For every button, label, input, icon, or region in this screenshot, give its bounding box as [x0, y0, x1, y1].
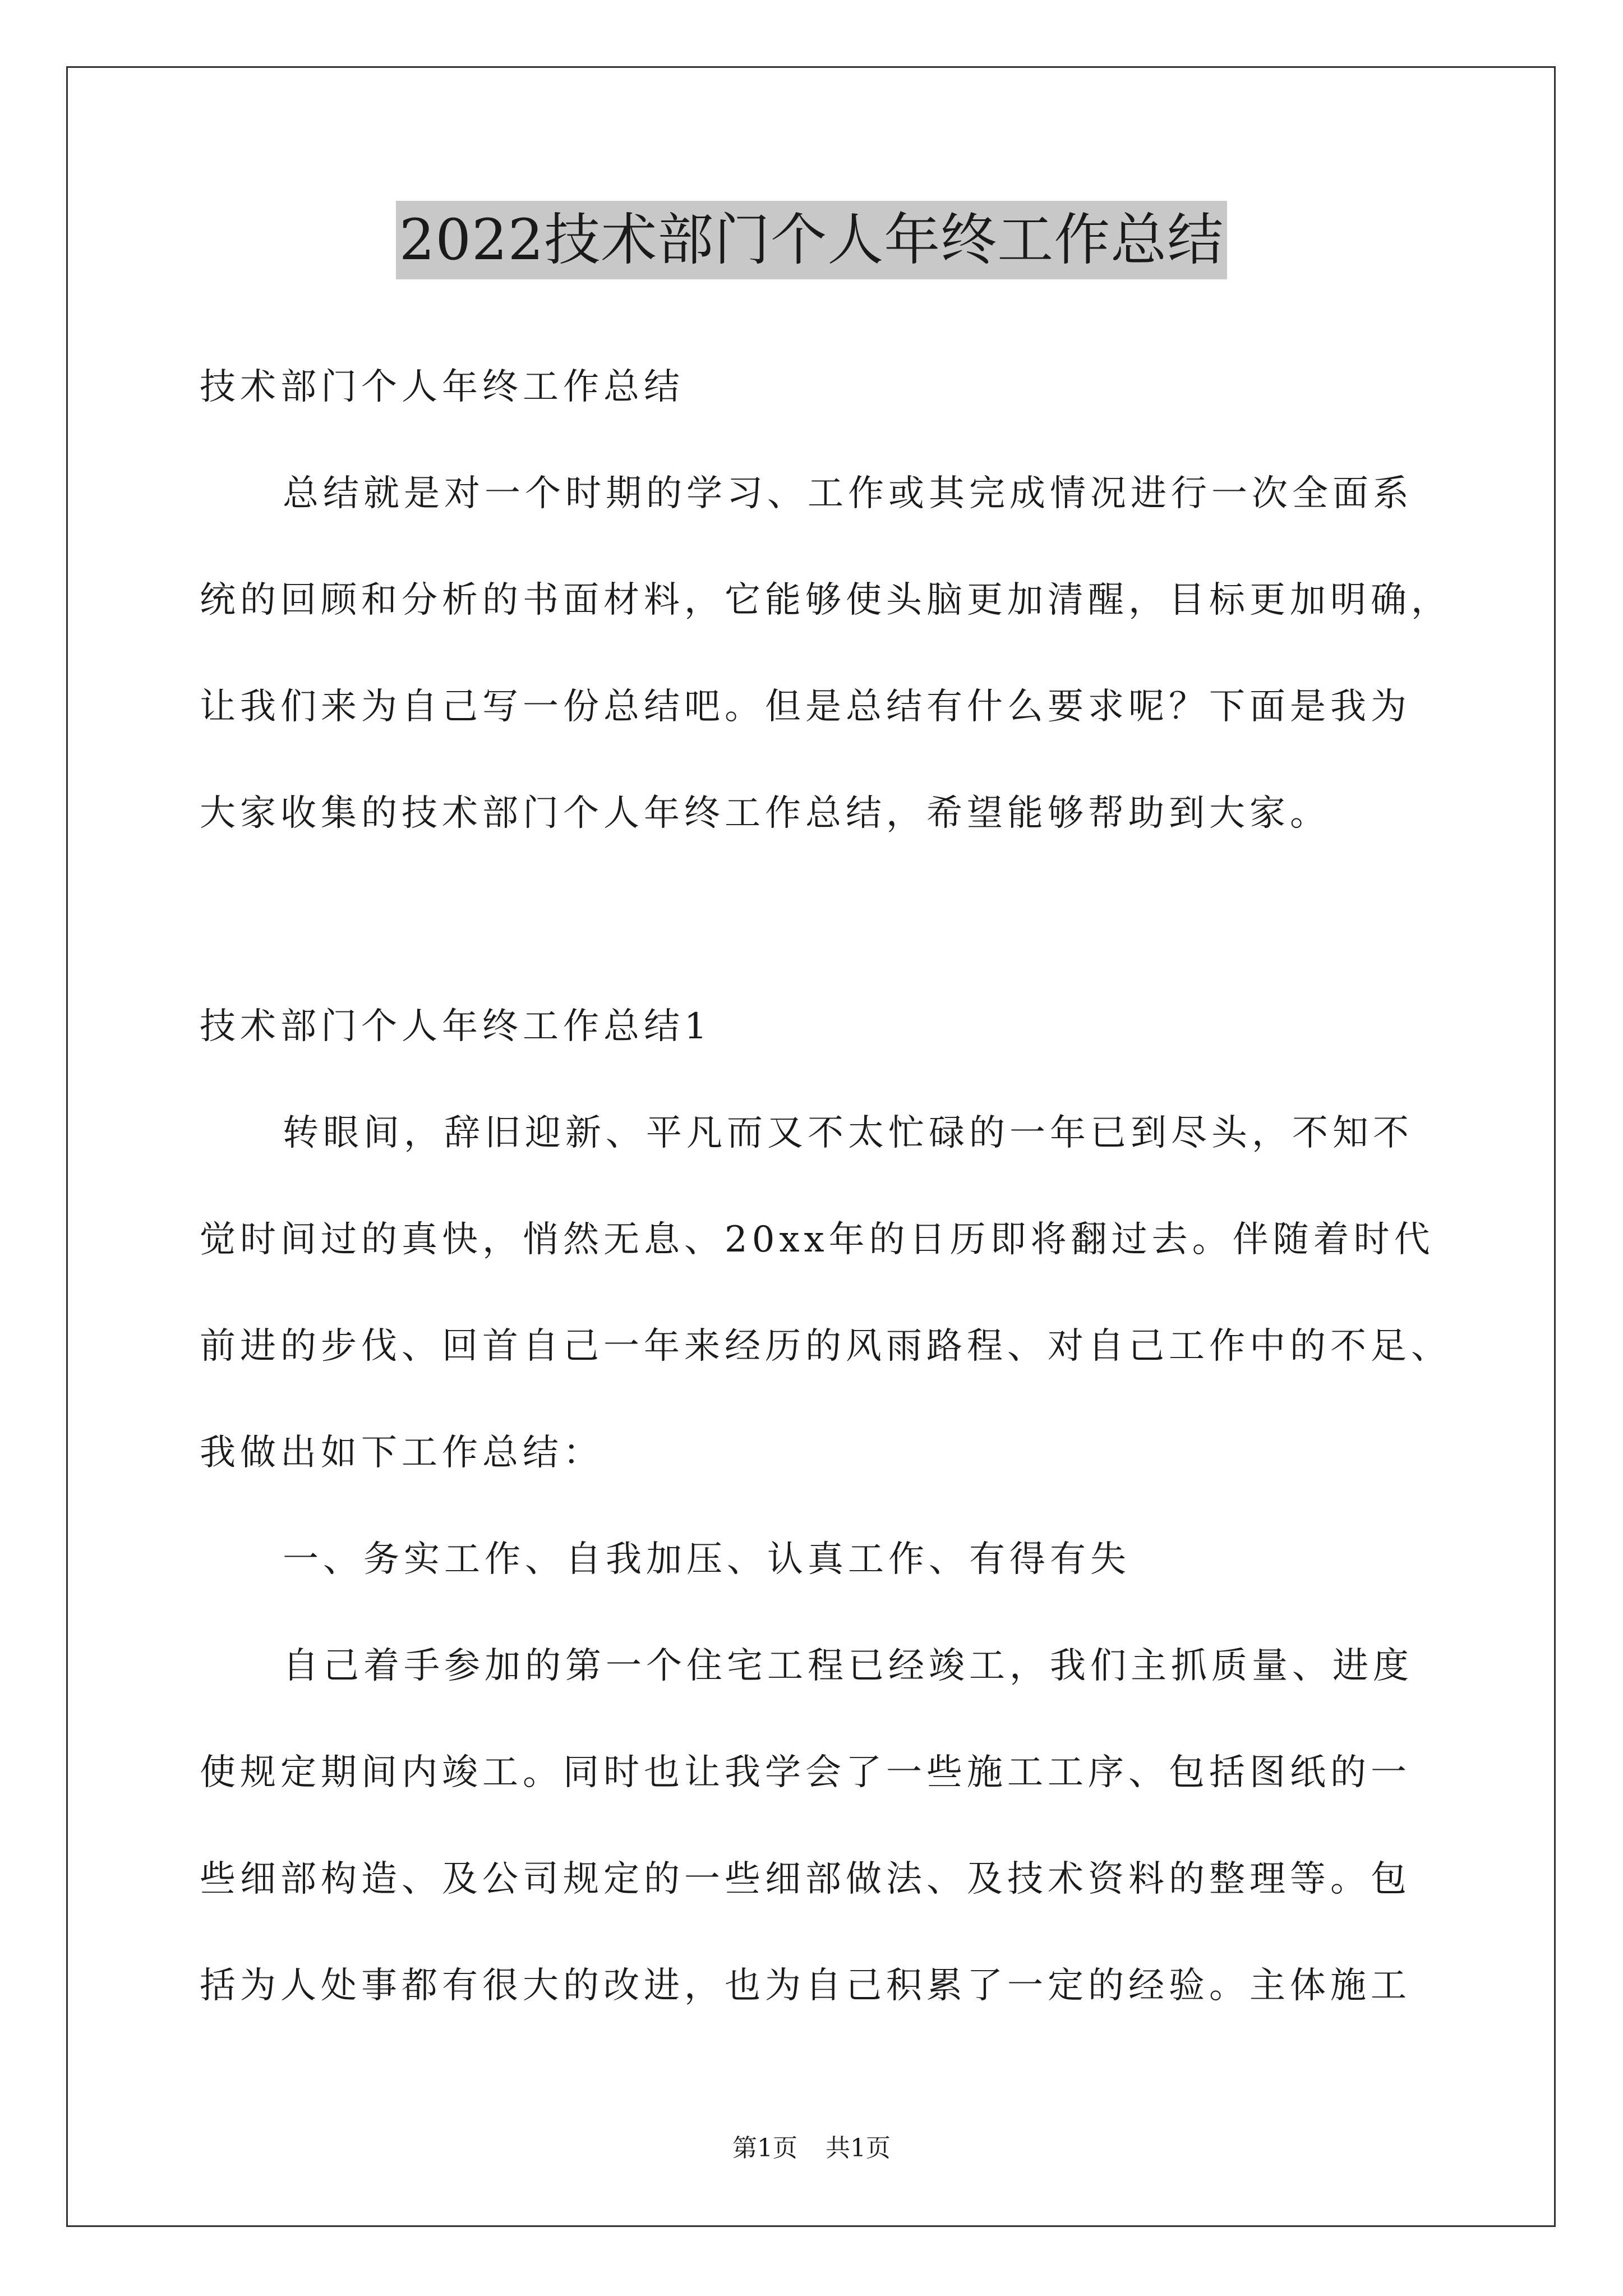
paragraph-line: 让我们来为自己写一份总结吧。但是总结有什么要求呢？下面是我为	[200, 686, 1411, 728]
paragraph-line: 统的回顾和分析的书面材料，它能够使头脑更加清醒，目标更加明确，	[200, 579, 1451, 621]
paragraph-line: 使规定期间内竣工。同时也让我学会了一些施工工序、包括图纸的一	[200, 1752, 1411, 1793]
paragraph-gap	[200, 867, 1467, 973]
section-heading: 技术部门个人年终工作总结	[200, 366, 684, 408]
paragraph-line: 括为人处事都有很大的改进，也为自己积累了一定的经验。主体施工	[200, 1965, 1411, 2007]
page-number: 第1页	[732, 2134, 797, 2162]
paragraph-line: 觉时间过的真快，悄然无息、20xx年的日历即将翻过去。伴随着时代	[200, 1219, 1435, 1260]
section-heading: 技术部门个人年终工作总结1	[200, 1006, 712, 1047]
document-body	[200, 334, 1467, 2039]
page-total: 共1页	[826, 2134, 891, 2162]
paragraph-line: 自己着手参加的第一个住宅工程已经竣工，我们主抓质量、进度	[283, 1645, 1413, 1687]
paragraph-line: 转眼间，辞旧迎新、平凡而又不太忙碌的一年已到尽头，不知不	[283, 1112, 1413, 1154]
paragraph-line: 前进的步伐、回首自己一年来经历的风雨路程、对自己工作中的不足、	[200, 1326, 1451, 1367]
paragraph-line: 大家收集的技术部门个人年终工作总结，希望能够帮助到大家。	[200, 793, 1330, 834]
document-title: 2022技术部门个人年终工作总结	[396, 201, 1228, 279]
paragraph-line: 些细部构造、及公司规定的一些细部做法、及技术资料的整理等。包	[200, 1858, 1411, 1900]
page-footer	[0, 2132, 1623, 2165]
paragraph-line: 我做出如下工作总结：	[200, 1432, 603, 1474]
subsection-heading: 一、务实工作、自我加压、认真工作、有得有失	[283, 1539, 1131, 1580]
title-container	[0, 201, 1623, 279]
paragraph-line: 总结就是对一个时期的学习、工作或其完成情况进行一次全面系	[283, 473, 1413, 514]
